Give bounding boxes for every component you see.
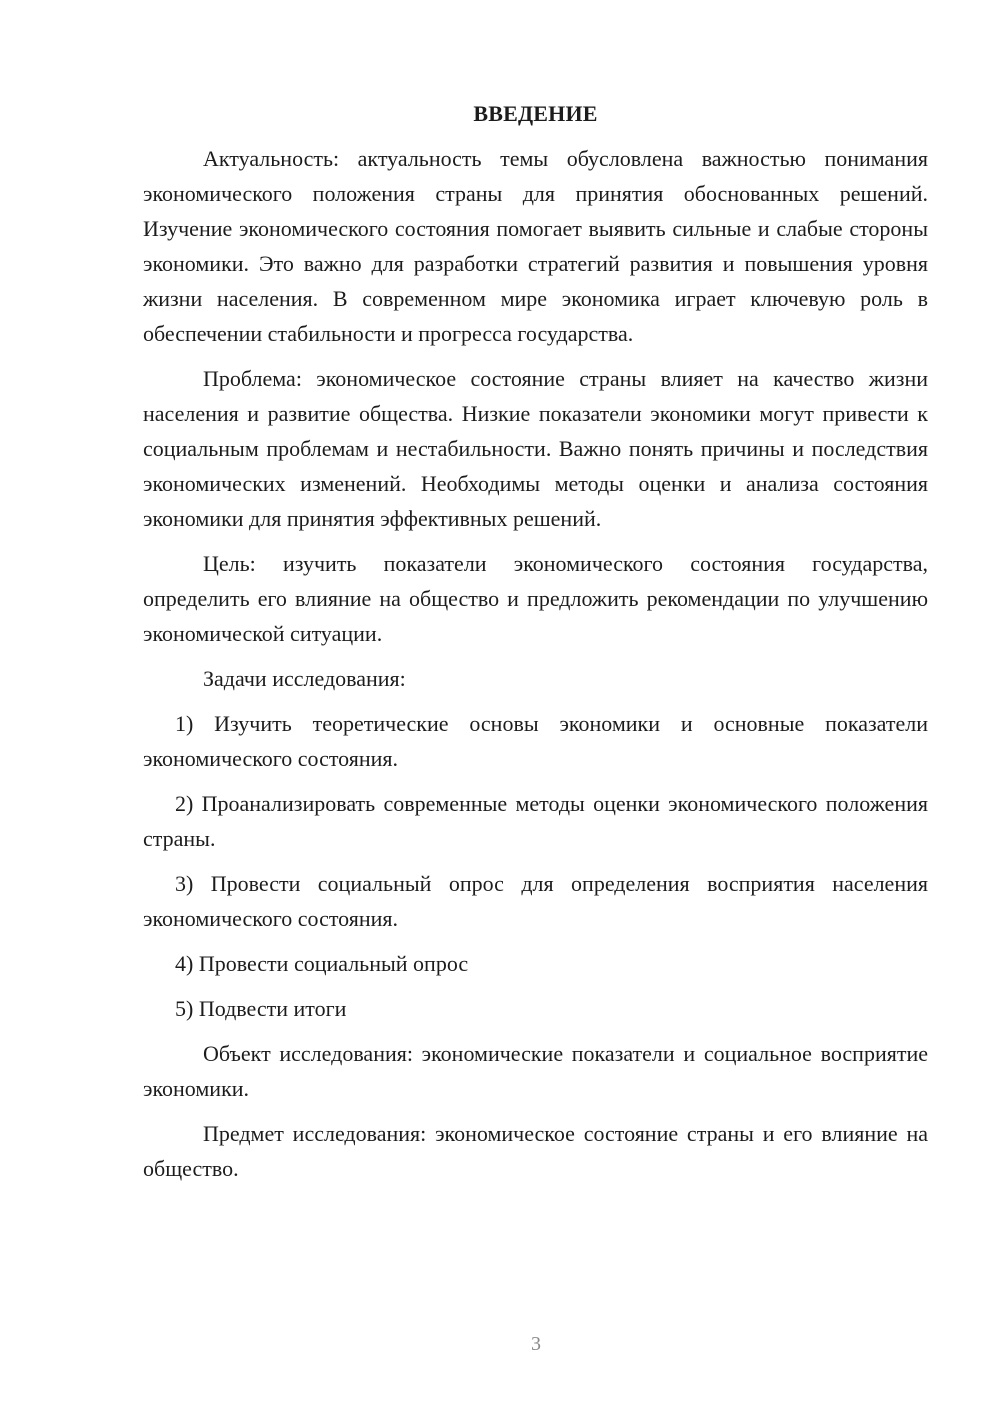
task-item-4: 4) Провести социальный опрос <box>175 951 469 976</box>
page-number: 3 <box>531 1333 541 1355</box>
task-item-3: 3) Провести социальный опрос для определения восприятия населения экономического состояния. <box>143 871 928 931</box>
page-content <box>143 96 928 1196</box>
section-title: ВВЕДЕНИЕ <box>473 101 598 126</box>
task-item-5: 5) Подвести итоги <box>175 996 347 1021</box>
paragraph-relevance: Актуальность: актуальность темы обусловлена важностью понимания экономического положения страны для принятия обоснованных решений. Изучение экономического состояния помогает выявить сильные и слабые стороны экономики. Это важно для разработки стратегий развития и повышения уровня жизни населения. В современном мире экономика играет ключевую роль в обеспечении стабильности и прогресса государства. <box>143 146 928 346</box>
task-item-1: 1) Изучить теоретические основы экономики и основные показатели экономического состояния. <box>143 711 928 771</box>
paragraph-problem: Проблема: экономическое состояние страны влияет на качество жизни населения и развитие общества. Низкие показатели экономики могут привести к социальным проблемам и нестабильности. Важно понять причины и последствия экономических изменений. Необходимы методы оценки и анализа состояния экономики для принятия эффективных решений. <box>143 366 928 531</box>
paragraph-object: Объект исследования: экономические показатели и социальное восприятие экономики. <box>143 1041 928 1101</box>
tasks-heading: Задачи исследования: <box>203 666 406 691</box>
paragraph-subject: Предмет исследования: экономическое состояние страны и его влияние на общество. <box>143 1121 928 1181</box>
task-item-2: 2) Проанализировать современные методы оценки экономического положения страны. <box>143 791 928 851</box>
paragraph-goal: Цель: изучить показатели экономического состояния государства, определить его влияние на общество и предложить рекомендации по улучшению экономической ситуации. <box>143 551 928 646</box>
